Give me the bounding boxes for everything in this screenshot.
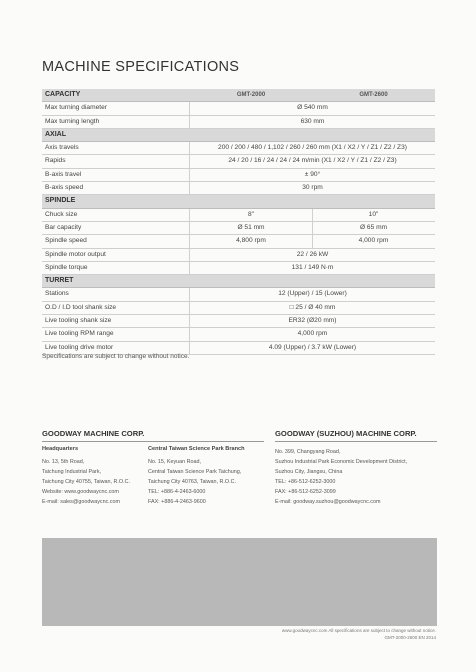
spec-label: Spindle speed — [45, 237, 87, 245]
address-line: TEL: +86-512-6252-3000 — [275, 479, 336, 485]
hq-address — [42, 457, 130, 507]
spec-table — [42, 89, 435, 355]
spec-row — [42, 235, 435, 248]
spec-label: Bar capacity — [45, 223, 82, 231]
spec-label: Rapids — [45, 157, 66, 165]
spec-row — [42, 249, 435, 262]
section-title: AXIAL — [45, 130, 66, 138]
address-line: Central Taiwan Science Park Taichung, — [148, 469, 242, 475]
address-line: FAX: +886-4-2463-9600 — [148, 499, 206, 505]
spec-row — [42, 155, 435, 168]
address-line: Taichung Industrial Park, — [42, 469, 102, 475]
spec-row — [42, 182, 435, 195]
spec-row — [42, 302, 435, 315]
spec-label: B-axis travel — [45, 170, 82, 178]
spec-value-2: 10" — [368, 210, 379, 218]
spec-row — [42, 209, 435, 222]
section-title: SPINDLE — [45, 197, 76, 205]
spec-value: 30 rpm — [302, 184, 323, 192]
spec-label: Spindle motor output — [45, 250, 106, 258]
right-company-name: GOODWAY (SUZHOU) MACHINE CORP. — [275, 429, 417, 438]
spec-label: B-axis speed — [45, 184, 84, 192]
left-company-rule — [42, 441, 264, 442]
spec-value-1: Ø 51 mm — [237, 223, 265, 231]
spec-row — [42, 169, 435, 182]
spec-row — [42, 116, 435, 129]
address-line: No. 13, 5th Road, — [42, 459, 85, 465]
spec-row — [42, 222, 435, 235]
section-title: CAPACITY — [45, 91, 81, 98]
address-line: Taichung City 40763, Taiwan, R.O.C. — [148, 479, 236, 485]
spec-label: Chuck size — [45, 210, 78, 218]
hq-label: Headquarters — [42, 446, 79, 452]
address-line: TEL: +886-4-2463-6000 — [148, 489, 206, 495]
spec-value: 22 / 26 kW — [296, 250, 329, 258]
address-line: E-mail: goodway.suzhou@goodwaycnc.com — [275, 499, 381, 505]
spec-label: O.D / I.D tool shank size — [45, 303, 117, 311]
spec-row — [42, 328, 435, 341]
spec-value: 4,000 rpm — [297, 330, 328, 338]
footer-line-1: www.goodwaycnc.com All specifications are subject to change without notice. — [281, 628, 436, 633]
spec-row — [42, 102, 435, 115]
address-line: E-mail: sales@goodwaycnc.com — [42, 499, 120, 505]
spec-value: Ø 540 mm — [297, 104, 328, 112]
branch-label: Central Taiwan Science Park Branch — [148, 446, 245, 452]
spec-value-1: 8" — [247, 210, 254, 218]
spec-label: Spindle torque — [45, 263, 88, 271]
footer-line-2: GMT-2000-2600 EN 2014 — [384, 635, 436, 640]
address-line: Suzhou Industrial Park Economic Development District, — [275, 459, 408, 465]
spec-label: Stations — [45, 290, 69, 298]
spec-value: 131 / 149 N·m — [291, 263, 334, 271]
section-title: TURRET — [45, 277, 74, 285]
spec-row — [42, 315, 435, 328]
suzhou-address — [275, 447, 407, 507]
spec-value: 630 mm — [300, 117, 325, 125]
spec-label: Axis travels — [45, 144, 79, 152]
spec-value-2: Ø 65 mm — [359, 223, 388, 231]
section-header-capacity — [42, 89, 435, 102]
address-line: Suzhou City, Jiangsu, China — [275, 469, 343, 475]
address-line: No. 15, Keyuan Road, — [148, 459, 202, 465]
gray-footer-band — [42, 538, 437, 626]
section-header-turret — [42, 275, 435, 288]
address-line: FAX: +86-512-6252-3099 — [275, 489, 336, 495]
address-line: Website: www.goodwaycnc.com — [42, 489, 119, 495]
branch-address — [148, 457, 241, 507]
spec-note: Specifications are subject to change without notice. — [42, 353, 190, 360]
spec-label: Max turning length — [45, 117, 100, 125]
spec-value: ± 90° — [304, 170, 321, 178]
spec-value-1: 4,800 rpm — [236, 237, 266, 245]
address-line: Taichung City 40755, Taiwan, R.O.C. — [42, 479, 130, 485]
spec-value: □ 25 / Ø 40 mm — [289, 303, 336, 311]
spec-row — [42, 288, 435, 301]
spec-value: 12 (Upper) / 15 (Lower) — [278, 290, 347, 298]
spec-label: Live tooling RPM range — [45, 330, 114, 338]
spec-label: Live tooling drive motor — [45, 343, 114, 351]
right-company-rule — [275, 441, 437, 442]
column-header-2: GMT-2600 — [359, 92, 388, 98]
spec-value: 24 / 20 / 16 / 24 / 24 / 24 m/min (X1 / X2 / Y / Z1 / Z2 / Z3) — [228, 157, 397, 165]
spec-value: ER32 (Ø20 mm) — [288, 317, 337, 325]
section-header-axial — [42, 129, 435, 142]
left-company-name: GOODWAY MACHINE CORP. — [42, 429, 145, 438]
spec-label: Live tooling shank size — [45, 317, 112, 325]
spec-value-2: 4,000 rpm — [358, 237, 389, 245]
page-title: MACHINE SPECIFICATIONS — [42, 59, 240, 75]
column-header-1: GMT-2000 — [236, 92, 266, 98]
spec-row — [42, 262, 435, 275]
address-line: No. 399, Changyang Road, — [275, 449, 341, 455]
spec-value: 200 / 200 / 480 / 1,102 / 260 / 260 mm (X1 / X2 / Y / Z1 / Z2 / Z3) — [218, 144, 407, 152]
spec-label: Max turning diameter — [45, 104, 107, 112]
spec-row — [42, 142, 435, 155]
spec-value: 4.09 (Upper) / 3.7 kW (Lower) — [268, 343, 357, 351]
section-header-spindle — [42, 195, 435, 208]
